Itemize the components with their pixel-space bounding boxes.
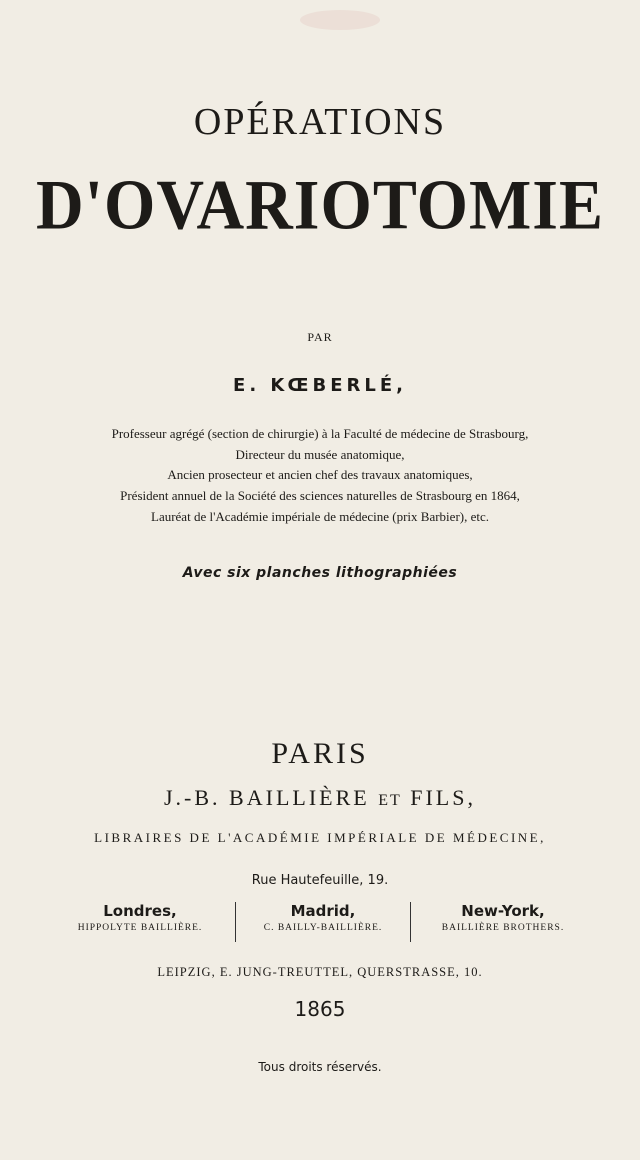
publisher-address: Rue Hautefeuille, 19. <box>251 873 389 888</box>
title-line-1: OPÉRATIONS <box>193 101 447 143</box>
paper-stain <box>300 10 380 30</box>
column-divider <box>410 902 411 942</box>
plates-note: Avec six planches lithographiées <box>182 565 458 581</box>
imprint-city: PARIS <box>271 737 369 770</box>
branch-london <box>55 902 225 933</box>
author-name: E. KŒBERLÉ, <box>233 375 407 396</box>
branch-city: Madrid, <box>290 902 356 920</box>
branch-firm: C. BAILLY-BAILLIÈRE. <box>263 923 383 933</box>
branch-city: New-York, <box>461 902 545 920</box>
credential-line: Professeur agrégé (section de chirurgie) à la Faculté de médecine de Strasbourg, <box>111 426 529 441</box>
column-divider <box>235 902 236 942</box>
credential-line: Président annuel de la Société des sciences naturelles de Strasbourg en 1864, <box>120 488 520 503</box>
branch-new-york <box>418 902 588 933</box>
publisher-main: J.-B. BAILLIÈRE <box>164 785 370 810</box>
credential-line: Ancien prosecteur et ancien chef des travaux anatomiques, <box>167 467 473 482</box>
leipzig-agent: LEIPZIG, E. JUNG-TREUTTEL, QUERSTRASSE, 10. <box>157 965 483 979</box>
publication-year: 1865 <box>294 997 346 1021</box>
publisher-title: LIBRAIRES DE L'ACADÉMIE IMPÉRIALE DE MÉDECINE, <box>94 830 546 845</box>
branch-firm: BAILLIÈRE BROTHERS. <box>441 923 565 933</box>
publisher-fils: FILS, <box>410 785 476 810</box>
branch-madrid <box>238 902 408 933</box>
publisher-name <box>0 785 640 811</box>
branch-city: Londres, <box>103 902 177 920</box>
by-label: PAR <box>307 330 333 344</box>
rights-notice: Tous droits réservés. <box>258 1060 382 1074</box>
publisher-et: ET <box>378 792 402 809</box>
credential-line: Directeur du musée anatomique, <box>235 447 405 462</box>
credential-line: Lauréat de l'Académie impériale de médecine (prix Barbier), etc. <box>151 509 489 524</box>
branch-firm: HIPPOLYTE BAILLIÈRE. <box>77 923 203 933</box>
title-line-2: D'OVARIOTOMIE <box>35 166 604 245</box>
